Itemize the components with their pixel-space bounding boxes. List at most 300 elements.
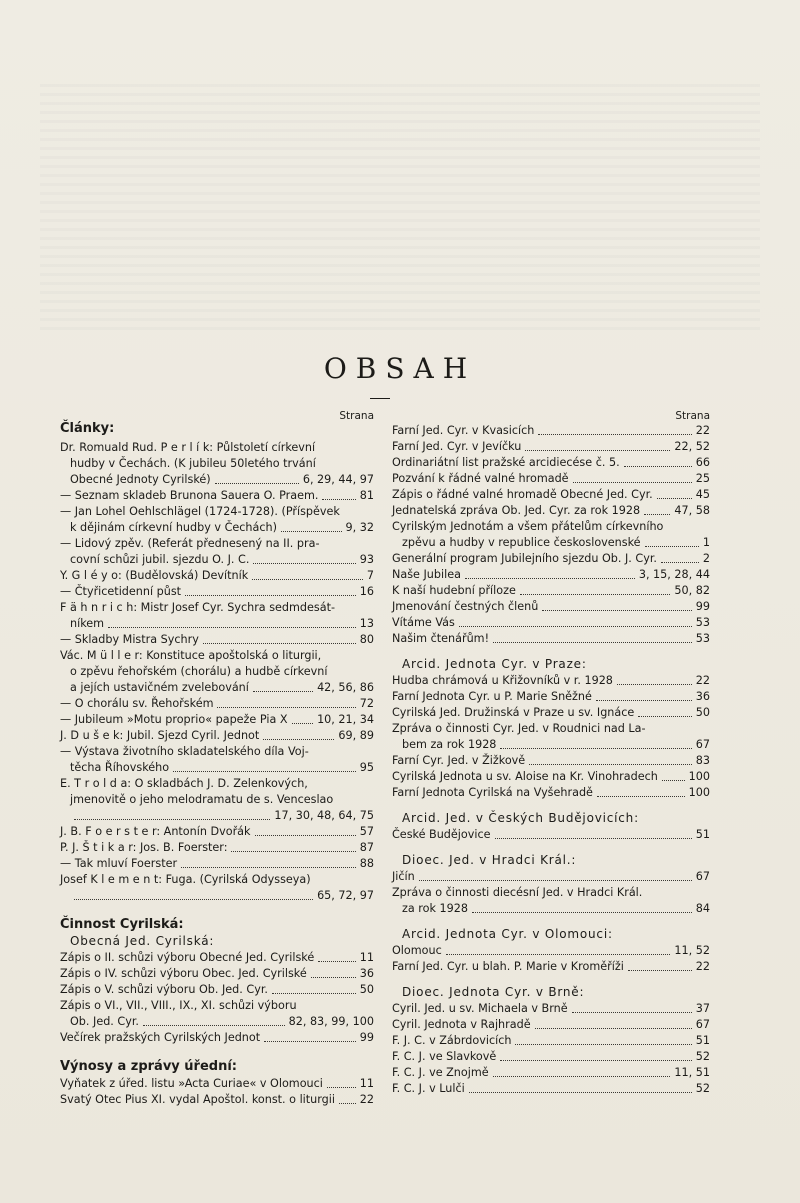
entry-title: Cyrilská Jednota u sv. Aloise na Kr. Vinohradech <box>392 770 658 783</box>
entry-line: Vác. M ü l l e r: Konstituce apoštolská o liturgii, <box>60 649 322 662</box>
entry-line: hudby v Čechách. (K jubileu 50letého trvání <box>70 457 316 470</box>
page-numbers: 22 <box>359 1093 374 1106</box>
toc-entry <box>60 568 374 584</box>
toc-entry <box>392 1033 710 1049</box>
dot-leader <box>74 899 313 900</box>
page-numbers: 80 <box>359 633 374 646</box>
entry-title: Hudba chrámová u Křižovníků v r. 1928 <box>392 674 613 687</box>
entry-title: Olomouc <box>392 944 442 957</box>
toc-entry <box>392 785 710 801</box>
page-numbers: 66 <box>695 456 710 469</box>
toc-entry <box>60 966 374 982</box>
entry-last-line <box>60 840 374 856</box>
entry-last-line <box>392 583 710 599</box>
title-rule <box>370 398 390 399</box>
dot-leader <box>253 691 313 692</box>
entry-title: Generální program Jubilejního sjezdu Ob. J. Cyr. <box>392 552 657 565</box>
entry-title: Vítáme Vás <box>392 616 455 629</box>
entry-last-line <box>60 696 374 712</box>
page-numbers: 22 <box>695 674 710 687</box>
entry-last-line <box>392 551 710 567</box>
toc-entry <box>60 744 374 776</box>
group-heading: Dioec. Jed. v Hradci Král.: <box>402 853 577 867</box>
page-numbers: 11 <box>359 1077 374 1090</box>
entry-title: Y. G l é y o: (Budělovská) Devítník <box>60 569 249 582</box>
toc-entry <box>60 504 374 536</box>
page-numbers: 50 <box>695 706 710 719</box>
entry-last-line <box>392 567 710 583</box>
entry-title: Zápis o IV. schůzi výboru Obec. Jed. Cyrilské <box>60 967 307 980</box>
toc-entry <box>60 440 374 488</box>
page-numbers: 45 <box>695 488 710 501</box>
entry-title: za rok 1928 <box>402 902 468 915</box>
dot-leader <box>253 563 355 564</box>
entry-title: a jejích ustavičném zvelebování <box>70 681 249 694</box>
entry-last-line <box>392 631 710 647</box>
page-numbers: 47, 58 <box>674 504 710 517</box>
page-numbers: 51 <box>695 828 710 841</box>
entry-title: Obecné Jednoty Cyrilské) <box>70 473 211 486</box>
entry-last-line <box>60 520 374 536</box>
page-numbers: 67 <box>695 870 710 883</box>
entry-line: Cyrilským Jednotám a všem přátelům církevního <box>392 520 664 533</box>
page-numbers: 11, 52 <box>674 944 710 957</box>
toc-entry <box>60 696 374 712</box>
entry-line: E. T r o l d a: O skladbách J. D. Zelenkových, <box>60 777 308 790</box>
toc-entry <box>392 1081 710 1097</box>
entry-last-line <box>392 471 710 487</box>
entry-title: Zápis o II. schůzi výboru Obecné Jed. Cyrilské <box>60 951 315 964</box>
entry-title: — O chorálu sv. Řehořském <box>60 697 214 710</box>
dot-leader <box>203 643 356 644</box>
page-numbers: 11 <box>359 951 374 964</box>
entry-line: Zpráva o činnosti Cyr. Jed. v Roudnici nad La- <box>392 722 646 735</box>
entry-title: Farní Cyr. Jed. v Žižkově <box>392 754 526 767</box>
entry-last-line <box>60 1014 374 1030</box>
page-numbers: 22 <box>695 424 710 437</box>
toc-entry <box>392 423 710 439</box>
dot-leader <box>500 748 691 749</box>
entry-title: covní schůzi jubil. sjezdu O. J. C. <box>70 553 250 566</box>
page-numbers: 37 <box>695 1002 710 1015</box>
dot-leader <box>624 466 692 467</box>
entry-title: F. C. J. v Lulči <box>392 1082 465 1095</box>
entry-title: Večírek pražských Cyrilských Jednot <box>60 1031 261 1044</box>
dot-leader <box>644 514 670 515</box>
strana-label-right: Strana <box>675 410 710 422</box>
entry-title: Pozvání k řádné valné hromadě <box>392 472 569 485</box>
toc-entry <box>392 487 710 503</box>
toc-entry <box>392 599 710 615</box>
entry-title: F. J. C. v Zábrdovicích <box>392 1034 512 1047</box>
page-numbers: 22 <box>695 960 710 973</box>
dot-leader <box>469 1092 692 1093</box>
toc-entry <box>392 519 710 551</box>
entry-line: — Lidový zpěv. (Referát přednesený na II. pra- <box>60 537 320 550</box>
page-numbers: 22, 52 <box>674 440 710 453</box>
dot-leader <box>143 1025 285 1026</box>
dot-leader <box>339 1103 356 1104</box>
toc-entry <box>60 1076 374 1092</box>
entry-title: Zápis o řádné valné hromadě Obecné Jed. Cyr. <box>392 488 653 501</box>
page-numbers: 95 <box>359 761 374 774</box>
page-numbers: 69, 89 <box>338 729 374 742</box>
entry-last-line <box>60 632 374 648</box>
cinnost-list <box>60 950 374 1046</box>
entry-line: — Jan Lohel Oehlschlägel (1724-1728). (Příspěvek <box>60 505 340 518</box>
entry-line: — Výstava životního skladatelského díla Voj- <box>60 745 309 758</box>
entry-title: Farní Jed. Cyr. v Kvasicích <box>392 424 535 437</box>
general-list <box>392 423 710 647</box>
entry-title: J. B. F o e r s t e r: Antonín Dvořák <box>60 825 251 838</box>
diocese-groups <box>392 657 710 1097</box>
entry-title: Jmenování čestných členů <box>392 600 539 613</box>
toc-entry <box>392 689 710 705</box>
page-numbers: 88 <box>359 857 374 870</box>
entry-last-line <box>392 901 710 917</box>
entry-title: Vyňatek z úřed. listu »Acta Curiae« v Olomouci <box>60 1077 323 1090</box>
entry-last-line <box>392 599 710 615</box>
group-heading: Dioec. Jednota Cyr. v Brně: <box>402 985 585 999</box>
entry-line: F ä h n r i c h: Mistr Josef Cyr. Sychra sedmdesát- <box>60 601 336 614</box>
entry-line: Zpráva o činnosti diecésní Jed. v Hradci Král. <box>392 886 643 899</box>
dot-leader <box>662 780 685 781</box>
entry-title: F. C. J. ve Znojmě <box>392 1066 489 1079</box>
entry-title: k dějinám církevní hudby v Čechách) <box>70 521 277 534</box>
page-numbers: 93 <box>359 553 374 566</box>
entry-last-line <box>392 737 710 753</box>
page-numbers: 53 <box>695 632 710 645</box>
dot-leader <box>322 499 355 500</box>
page-numbers: 6, 29, 44, 97 <box>302 473 374 486</box>
entry-title: Farní Jed. Cyr. v Jevíčku <box>392 440 522 453</box>
entry-title: K naší hudební příloze <box>392 584 516 597</box>
toc-entry <box>392 503 710 519</box>
entry-last-line <box>60 760 374 776</box>
toc-entry <box>392 439 710 455</box>
dot-leader <box>573 482 692 483</box>
dot-leader <box>264 1041 356 1042</box>
toc-entry <box>392 1017 710 1033</box>
vynosy-list <box>60 1076 374 1108</box>
entry-last-line <box>392 1001 710 1017</box>
page-numbers: 16 <box>359 585 374 598</box>
page-numbers: 1 <box>702 536 710 549</box>
toc-entry <box>392 705 710 721</box>
entry-title: Cyrilská Jed. Družinská v Praze u sv. Ignáce <box>392 706 635 719</box>
entry-title: — Tak mluví Foerster <box>60 857 178 870</box>
entry-last-line <box>392 827 710 843</box>
toc-entry <box>392 1001 710 1017</box>
entry-title: České Budějovice <box>392 828 491 841</box>
entry-last-line <box>392 615 710 631</box>
entry-title: — Jubileum »Motu proprio« papeže Pia X <box>60 713 288 726</box>
dot-leader <box>529 764 692 765</box>
toc-entry <box>60 856 374 872</box>
dot-leader <box>661 562 699 563</box>
entry-last-line <box>392 1017 710 1033</box>
dot-leader <box>215 483 299 484</box>
toc-entry <box>60 776 374 824</box>
dot-leader <box>493 1076 671 1077</box>
entry-last-line <box>60 680 374 696</box>
entry-title: Farní Jednota Cyr. u P. Marie Sněžné <box>392 690 592 703</box>
dot-leader <box>596 700 692 701</box>
entry-line: Dr. Romuald Rud. P e r l í k: Půlstoletí církevní <box>60 441 316 454</box>
entry-last-line <box>60 584 374 600</box>
dot-leader <box>327 1087 356 1088</box>
entry-last-line <box>392 943 710 959</box>
entry-last-line <box>392 1049 710 1065</box>
entry-last-line <box>60 728 374 744</box>
page-numbers: 36 <box>359 967 374 980</box>
dot-leader <box>173 771 356 772</box>
page-numbers: 10, 21, 34 <box>317 713 374 726</box>
entry-last-line <box>60 488 374 504</box>
dot-leader <box>542 610 691 611</box>
entry-title: J. D u š e k: Jubil. Sjezd Cyril. Jednot <box>60 729 260 742</box>
toc-entry <box>60 1092 374 1108</box>
left-column <box>60 410 374 1108</box>
page-numbers: 67 <box>695 738 710 751</box>
page-numbers: 25 <box>695 472 710 485</box>
page-numbers: 67 <box>695 1018 710 1031</box>
dot-leader <box>472 912 692 913</box>
entry-last-line <box>60 712 374 728</box>
entry-last-line <box>60 808 374 824</box>
toc-entry <box>60 648 374 696</box>
dot-leader <box>493 642 692 643</box>
entry-last-line <box>392 535 710 551</box>
page-numbers: 3, 15, 28, 44 <box>638 568 710 581</box>
entry-title: Cyril. Jed. u sv. Michaela v Brně <box>392 1002 568 1015</box>
toc-entry <box>392 1065 710 1081</box>
group-heading: Arcid. Jed. v Českých Budějovicích: <box>402 811 639 825</box>
dot-leader <box>217 707 355 708</box>
page-numbers: 52 <box>695 1082 710 1095</box>
toc-entry <box>60 840 374 856</box>
toc-entry <box>60 982 374 998</box>
toc-entry <box>392 869 710 885</box>
page-numbers: 100 <box>688 770 710 783</box>
dot-leader <box>572 1012 692 1013</box>
dot-leader <box>657 498 692 499</box>
dot-leader <box>419 880 692 881</box>
page-numbers: 17, 30, 48, 64, 75 <box>274 809 374 822</box>
entry-title: Ordinariátní list pražské arcidiecése č. 5. <box>392 456 620 469</box>
page-numbers: 13 <box>359 617 374 630</box>
toc-entry <box>392 551 710 567</box>
page-numbers: 83 <box>695 754 710 767</box>
toc-entry <box>60 872 374 904</box>
entry-last-line <box>392 785 710 801</box>
entry-last-line <box>392 689 710 705</box>
dot-leader <box>446 954 671 955</box>
page-numbers: 9, 32 <box>345 521 374 534</box>
dot-leader <box>74 819 270 820</box>
entry-last-line <box>60 888 374 904</box>
page-numbers: 82, 83, 99, 100 <box>288 1015 374 1028</box>
entry-title: zpěvu a hudby v republice československé <box>402 536 641 549</box>
toc-entry <box>60 728 374 744</box>
entry-title: — Skladby Mistra Sychry <box>60 633 199 646</box>
page-numbers: 99 <box>695 600 710 613</box>
entry-title: F. C. J. ve Slavkově <box>392 1050 497 1063</box>
entry-line: o zpěvu řehořském (chorálu) a hudbě církevní <box>70 665 328 678</box>
dot-leader <box>318 961 355 962</box>
entry-title: Cyril. Jednota v Rajhradě <box>392 1018 531 1031</box>
dot-leader <box>181 867 356 868</box>
entry-title: Zápis o V. schůzi výboru Ob. Jed. Cyr. <box>60 983 268 996</box>
entry-line: Zápis o VI., VII., VIII., IX., XI. schůzi výboru <box>60 999 297 1012</box>
entry-last-line <box>392 455 710 471</box>
toc-entry <box>392 721 710 753</box>
toc-entry <box>60 632 374 648</box>
dot-leader <box>108 627 356 628</box>
dot-leader <box>281 531 342 532</box>
toc-entry <box>60 584 374 600</box>
entry-title: těcha Říhovského <box>70 761 170 774</box>
entry-last-line <box>392 503 710 519</box>
page-numbers: 36 <box>695 690 710 703</box>
toc-entry <box>60 998 374 1030</box>
toc-entry <box>392 583 710 599</box>
toc-entry <box>392 1049 710 1065</box>
strana-label-left: Strana <box>339 410 374 422</box>
entry-last-line <box>60 856 374 872</box>
toc-entry <box>392 769 710 785</box>
dot-leader <box>638 716 691 717</box>
page-numbers: 99 <box>359 1031 374 1044</box>
entry-title: Jičín <box>392 870 415 883</box>
toc-entry <box>60 824 374 840</box>
dot-leader <box>628 970 692 971</box>
entry-title: Našim čtenářům! <box>392 632 490 645</box>
toc-entry <box>392 471 710 487</box>
entry-last-line <box>60 966 374 982</box>
page-numbers: 81 <box>359 489 374 502</box>
page-numbers: 42, 56, 86 <box>317 681 374 694</box>
toc-entry <box>392 631 710 647</box>
entry-last-line <box>392 753 710 769</box>
entry-last-line <box>60 568 374 584</box>
dot-leader <box>617 684 692 685</box>
entry-title: Svatý Otec Pius XI. vydal Apoštol. konst. o liturgii <box>60 1093 335 1106</box>
entry-title: — Čtyřicetidenní půst <box>60 585 182 598</box>
page-numbers: 65, 72, 97 <box>317 889 374 902</box>
toc-entry <box>392 615 710 631</box>
dot-leader <box>538 434 691 435</box>
dot-leader <box>255 835 356 836</box>
entry-last-line <box>60 950 374 966</box>
toc-entry <box>60 712 374 728</box>
entry-last-line <box>392 487 710 503</box>
toc-entry <box>60 1030 374 1046</box>
toc-entry <box>392 753 710 769</box>
dot-leader <box>495 838 692 839</box>
page-numbers: 7 <box>366 569 374 582</box>
toc-entry <box>60 950 374 966</box>
toc-entry <box>392 567 710 583</box>
group-heading: Arcid. Jednota Cyr. v Olomouci: <box>402 927 613 941</box>
entry-title: P. J. Š t i k a r: Jos. B. Foerster: <box>60 841 228 854</box>
dot-leader <box>252 579 363 580</box>
dot-leader <box>535 1028 692 1029</box>
page-numbers: 50 <box>359 983 374 996</box>
entry-last-line <box>392 1081 710 1097</box>
section-heading-cinnost: Činnost Cyrilská: <box>60 917 184 932</box>
toc-entry <box>60 536 374 568</box>
dot-leader <box>597 796 685 797</box>
dot-leader <box>500 1060 691 1061</box>
toc-entry <box>392 959 710 975</box>
entry-last-line <box>60 552 374 568</box>
entry-last-line <box>60 1030 374 1046</box>
toc-entry <box>392 885 710 917</box>
entry-last-line <box>60 1092 374 1108</box>
page-numbers: 11, 51 <box>674 1066 710 1079</box>
dot-leader <box>645 546 699 547</box>
dot-leader <box>311 977 356 978</box>
entry-line: Josef K l e m e n t: Fuga. (Cyrilská Odysseya) <box>60 873 311 886</box>
entry-title: Ob. Jed. Cyr. <box>70 1015 139 1028</box>
page-title: OBSAH <box>323 352 477 385</box>
entry-last-line <box>392 769 710 785</box>
page-numbers: 53 <box>695 616 710 629</box>
toc-entry <box>60 600 374 632</box>
dot-leader <box>292 723 314 724</box>
clanky-list <box>60 440 374 904</box>
entry-last-line <box>392 673 710 689</box>
entry-last-line <box>60 1076 374 1092</box>
page-numbers: 87 <box>359 841 374 854</box>
dot-leader <box>515 1044 691 1045</box>
dot-leader <box>525 450 670 451</box>
show-through-texture <box>40 80 760 330</box>
section-heading-vynosy: Výnosy a zprávy úřední: <box>60 1059 237 1074</box>
page-numbers: 57 <box>359 825 374 838</box>
dot-leader <box>263 739 334 740</box>
page-numbers: 84 <box>695 902 710 915</box>
group-heading: Arcid. Jednota Cyr. v Praze: <box>402 657 587 671</box>
entry-title: níkem <box>70 617 105 630</box>
entry-last-line <box>392 869 710 885</box>
right-column <box>392 410 710 1097</box>
entry-last-line <box>392 959 710 975</box>
toc-entry <box>392 943 710 959</box>
dot-leader <box>231 851 355 852</box>
entry-title: Naše Jubilea <box>392 568 461 581</box>
entry-title: bem za rok 1928 <box>402 738 497 751</box>
page-numbers: 100 <box>688 786 710 799</box>
entry-last-line <box>392 423 710 439</box>
page-numbers: 2 <box>702 552 710 565</box>
dot-leader <box>185 595 356 596</box>
toc-entry <box>392 827 710 843</box>
dot-leader <box>272 993 356 994</box>
dot-leader <box>520 594 671 595</box>
page-numbers: 72 <box>359 697 374 710</box>
subheading-obecna: Obecná Jed. Cyrilská: <box>70 934 215 948</box>
entry-last-line <box>60 616 374 632</box>
entry-last-line <box>392 1065 710 1081</box>
entry-title: Jednatelská zpráva Ob. Jed. Cyr. za rok 1928 <box>392 504 641 517</box>
entry-last-line <box>392 1033 710 1049</box>
page-numbers: 50, 82 <box>674 584 710 597</box>
dot-leader <box>465 578 635 579</box>
toc-entry <box>392 455 710 471</box>
entry-last-line <box>60 472 374 488</box>
